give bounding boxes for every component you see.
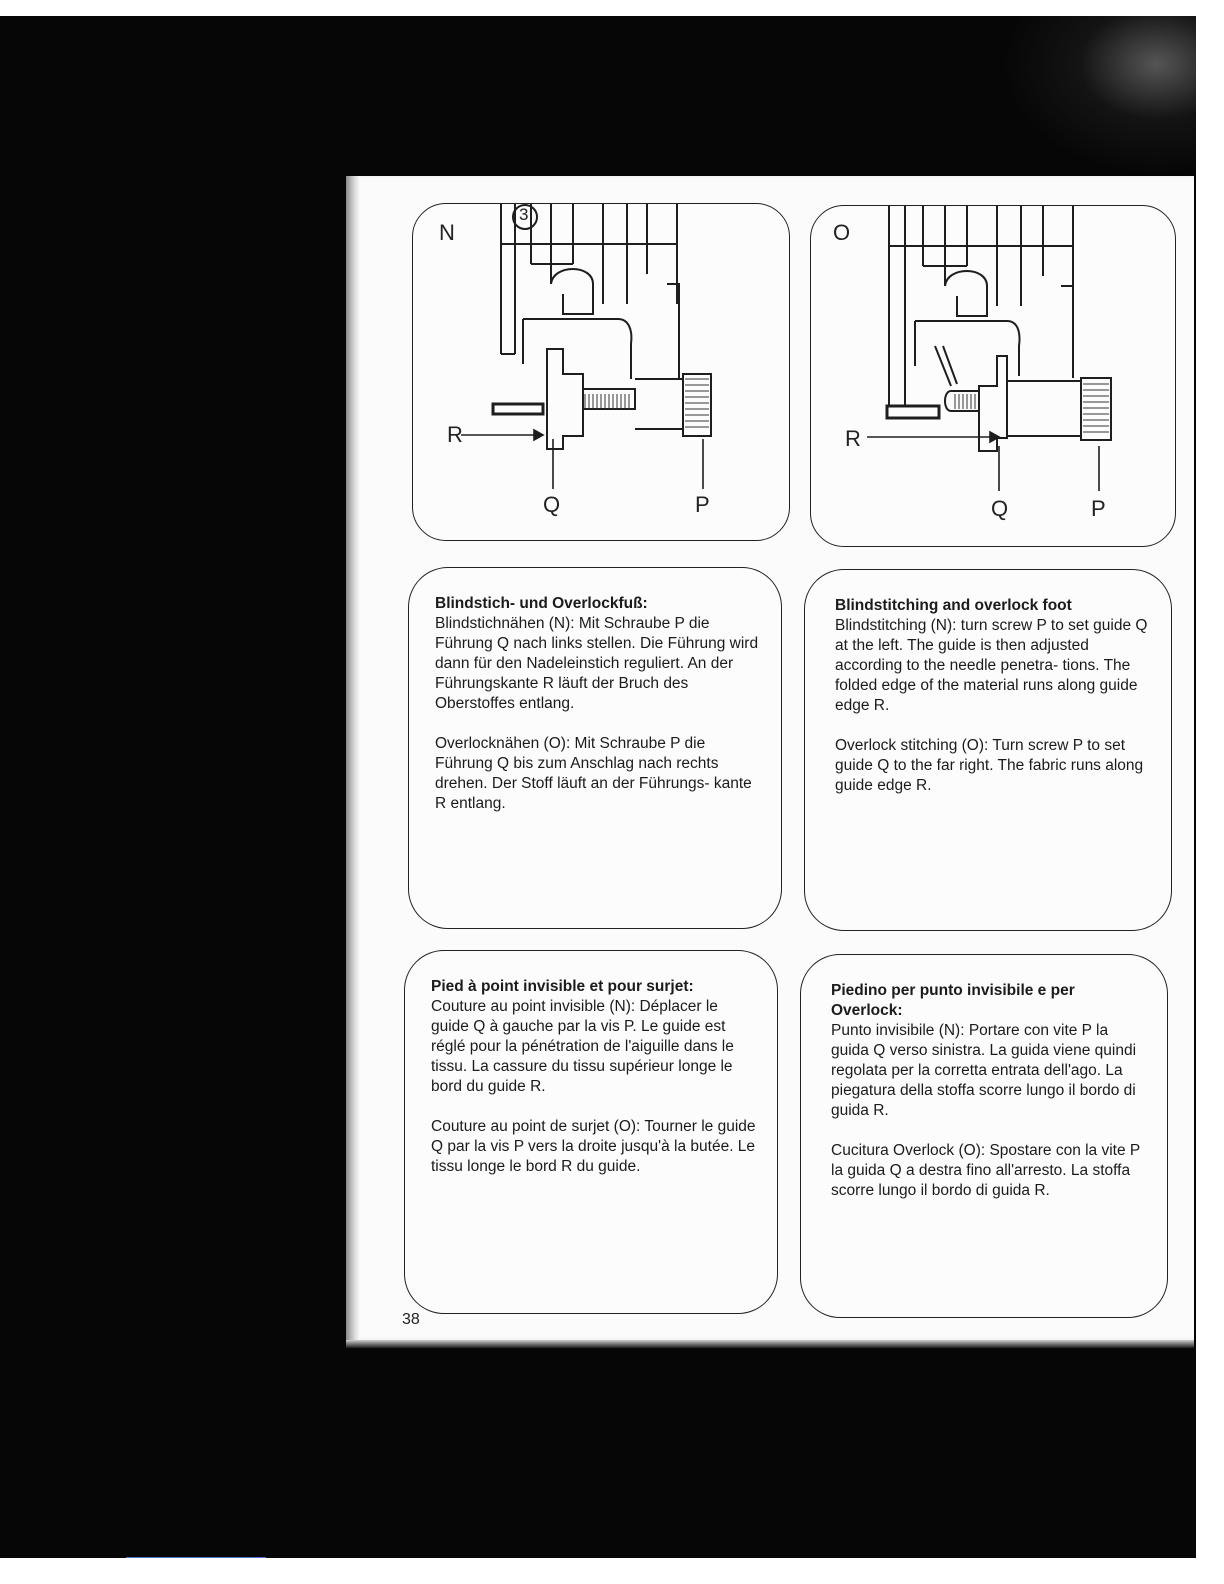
figure-o-panel [810, 205, 1176, 547]
section-paragraph: Couture au point de surjet (O): Tourner le guide Q par la vis P vers la droite jusqu'à la butée. Le tissu longe le bord R du guide. [431, 1118, 756, 1175]
text-panel-german [408, 567, 782, 929]
section-paragraph: Punto invisibile (N): Portare con vite P la guida Q verso sinistra. La guida viene quindi regolata per la corretta entrata dell'ago. La piegatura della stoffa scorre lungo il bordo di guida R. [831, 1022, 1137, 1119]
callout-p: P [1091, 496, 1106, 521]
scan-noise [1000, 16, 1196, 176]
page-spine-shadow [346, 176, 360, 1340]
callout-q: Q [543, 492, 561, 517]
callout-q: Q [991, 496, 1009, 521]
text-panel-french [404, 950, 778, 1314]
page-number: 38 [402, 1311, 420, 1328]
figure-label: N [439, 220, 455, 245]
section-paragraph: Overlocknähen (O): Mit Schraube P die Führung Q bis zum Anschlag nach rechts drehen. Der Stoff läuft an der Führungs- kante R entlang. [435, 735, 752, 812]
presser-foot-n-illustration [413, 204, 789, 540]
text-panel-english [804, 569, 1172, 931]
section-paragraph: Overlock stitching (O): Turn screw P to set guide Q to the far right. The fabric runs along guide edge R. [835, 737, 1144, 794]
callout-r: R [845, 426, 861, 451]
callout-p: P [695, 492, 710, 517]
callout-r: R [447, 422, 463, 447]
section-heading: Blindstitching and overlock foot [835, 597, 1072, 614]
section-paragraph: Couture au point invisible (N): Déplacer le guide Q à gauche par la vis P. Le guide est réglé pour la pénétration de l'aiguille dans le tissu. La cassure du tissu supérieur longe le bord du guide R. [431, 998, 734, 1095]
section-paragraph: Blindstichnähen (N): Mit Schraube P die Führung Q nach links stellen. Die Führung wird dann für den Nadeleinstich reguliert. An der Führungskante R läuft der Bruch des Oberstoffes entlang. [435, 615, 759, 712]
page-bottom-edge [346, 1340, 1194, 1348]
figure-n-panel [412, 203, 790, 541]
section-paragraph: Cucitura Overlock (O): Spostare con la vite P la guida Q a destra fino all'arresto. La stoffa scorre lungo il bordo di guida R. [831, 1142, 1140, 1199]
footer-rule [126, 1557, 266, 1558]
figure-badge-number: 3 [519, 205, 529, 224]
text-panel-italian [800, 954, 1168, 1318]
figure-label: O [833, 220, 851, 245]
section-heading: Pied à point invisible et pour surjet: [431, 978, 694, 995]
section-paragraph: Blindstitching (N): turn screw P to set guide Q at the left. The guide is then adjusted according to the needle penetra- tions. The folded edge of the material runs along guide edge R. [835, 617, 1148, 714]
section-heading: Piedino per punto invisibile e per Overlock: [831, 982, 1075, 1019]
presser-foot-o-illustration [811, 206, 1175, 546]
section-heading: Blindstich- und Overlockfuß: [435, 595, 648, 612]
